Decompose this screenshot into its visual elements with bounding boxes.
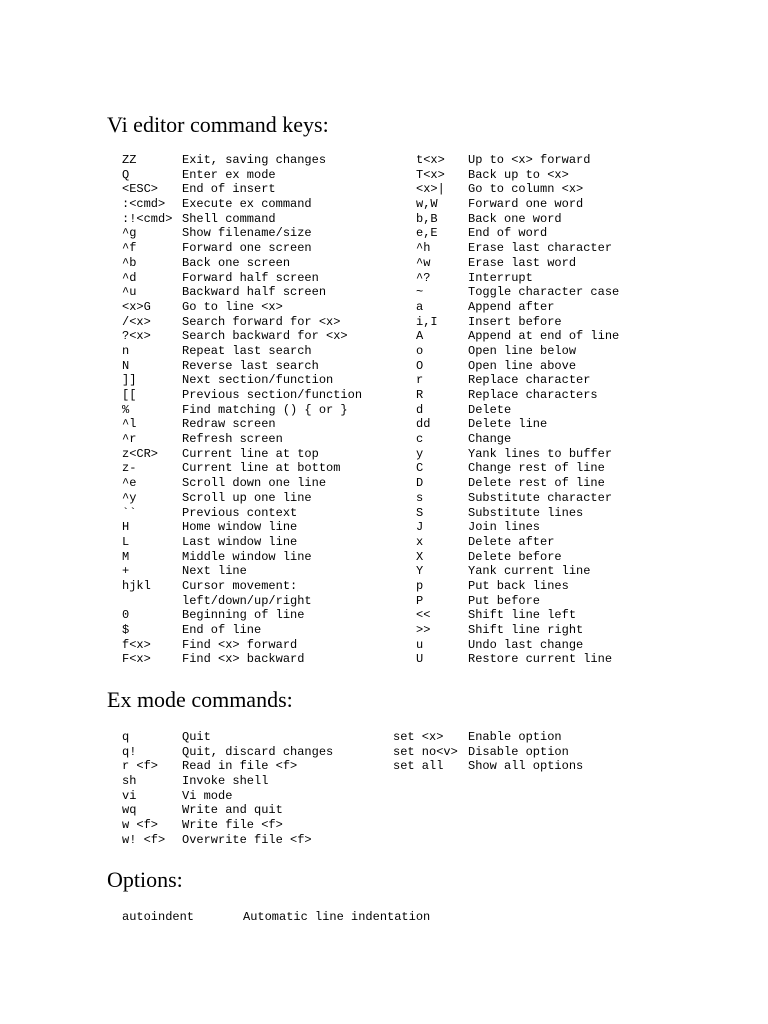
command-description: Delete xyxy=(468,402,512,417)
command-key: ZZ xyxy=(122,153,137,167)
command-description: Enter ex mode xyxy=(182,167,276,182)
command-description: Append at end of line xyxy=(468,329,620,344)
command-key: set no<v> xyxy=(393,744,458,759)
command-description: Substitute character xyxy=(468,490,613,505)
command-key: ^e xyxy=(122,476,137,491)
command-description: Previous section/function xyxy=(182,388,363,402)
command-description: Find <x> forward xyxy=(182,637,298,652)
command-description: Toggle character case xyxy=(468,285,620,300)
command-description: Write file <f> xyxy=(182,818,283,833)
command-description: Substitute lines xyxy=(468,505,584,520)
command-description: Quit xyxy=(182,730,211,744)
command-description: Previous context xyxy=(182,505,298,520)
command-description: Open line below xyxy=(468,343,577,358)
command-description: Search forward for <x> xyxy=(182,314,341,329)
command-description: Middle window line xyxy=(182,549,312,564)
command-description: Vi mode xyxy=(182,788,233,803)
section-title-vi-command-keys: Vi editor command keys: xyxy=(107,112,329,137)
command-description: Replace characters xyxy=(468,388,598,402)
command-key: p xyxy=(416,578,424,593)
command-description: left/down/up/right xyxy=(182,593,312,608)
command-key: z<CR> xyxy=(122,446,159,461)
command-key: ~ xyxy=(416,285,424,300)
command-key: 0 xyxy=(122,608,130,623)
command-key: H xyxy=(122,520,130,535)
command-description: Delete before xyxy=(468,549,562,564)
command-description: Join lines xyxy=(468,520,541,535)
command-key: sh xyxy=(122,774,137,789)
command-description: Insert before xyxy=(468,314,562,329)
command-description: Enable option xyxy=(468,730,562,744)
command-description: Find matching () { or } xyxy=(182,402,348,417)
command-description: Home window line xyxy=(182,520,298,535)
command-key: c xyxy=(416,432,424,447)
command-key: >> xyxy=(416,623,431,637)
command-key: set <x> xyxy=(393,730,444,744)
command-description: Shell command xyxy=(182,211,276,226)
command-description: Beginning of line xyxy=(182,608,305,623)
command-description: Redraw screen xyxy=(182,417,276,432)
command-key: ^h xyxy=(416,241,431,256)
command-description: Read in file <f> xyxy=(182,759,298,774)
command-description: Change rest of line xyxy=(468,461,605,476)
section-title-options: Options: xyxy=(107,867,183,892)
command-key: r <f> xyxy=(122,759,159,774)
command-key: /<x> xyxy=(122,314,151,329)
command-key: b,B xyxy=(416,211,438,226)
command-description: Execute ex command xyxy=(182,197,312,212)
command-key: `` xyxy=(122,505,137,520)
command-description: Next section/function xyxy=(182,373,334,388)
command-description: Overwrite file <f> xyxy=(182,832,312,847)
command-key: ^u xyxy=(122,285,137,300)
command-key: T<x> xyxy=(416,167,445,182)
command-key: t<x> xyxy=(416,153,445,167)
command-key: U xyxy=(416,652,424,667)
command-key: s xyxy=(416,490,424,505)
command-key: w,W xyxy=(416,197,438,212)
command-key: ^r xyxy=(122,432,137,447)
command-key: ?<x> xyxy=(122,329,151,344)
command-key: C xyxy=(416,461,424,476)
command-key: z- xyxy=(122,461,137,476)
command-description: Forward half screen xyxy=(182,270,319,285)
command-description: End of insert xyxy=(182,182,276,197)
command-key: o xyxy=(416,343,424,358)
command-description: Disable option xyxy=(468,744,569,759)
command-key: O xyxy=(416,358,424,373)
command-key: f<x> xyxy=(122,637,151,652)
command-description: Show all options xyxy=(468,759,584,774)
command-key: << xyxy=(416,608,431,623)
command-description: Scroll up one line xyxy=(182,490,312,505)
command-description: Back one screen xyxy=(182,255,291,270)
command-description: Reverse last search xyxy=(182,358,319,373)
command-key: ^l xyxy=(122,417,137,432)
command-description: Forward one word xyxy=(468,197,584,212)
command-key: vi xyxy=(122,788,137,803)
command-key: r xyxy=(416,373,424,388)
command-description: Shift line left xyxy=(468,608,577,623)
command-key: q xyxy=(122,730,130,744)
command-description: Go to column <x> xyxy=(468,182,584,197)
command-description: End of line xyxy=(182,623,262,637)
command-key: ^g xyxy=(122,226,137,241)
command-description: Interrupt xyxy=(468,270,533,285)
command-description: Open line above xyxy=(468,358,577,373)
command-key: Q xyxy=(122,167,130,182)
command-key: ^f xyxy=(122,241,137,256)
command-key: ^y xyxy=(122,490,137,505)
command-key: ^b xyxy=(122,255,137,270)
command-description: Backward half screen xyxy=(182,285,327,300)
command-description: Yank lines to buffer xyxy=(468,446,613,461)
command-key: <x>| xyxy=(416,182,445,197)
command-description: Write and quit xyxy=(182,803,283,818)
command-description: Invoke shell xyxy=(182,774,269,789)
command-key: [[ xyxy=(122,388,137,402)
command-key: ^? xyxy=(416,270,431,285)
command-description: Show filename/size xyxy=(182,226,312,241)
command-key: u xyxy=(416,637,424,652)
command-key: w <f> xyxy=(122,818,159,833)
command-key: q! xyxy=(122,744,137,759)
section-title-ex-mode-commands: Ex mode commands: xyxy=(107,687,293,712)
command-key: x xyxy=(416,534,424,549)
command-description: Erase last character xyxy=(468,241,613,256)
command-key: X xyxy=(416,549,424,564)
command-key: <x>G xyxy=(122,299,151,314)
command-description: Delete after xyxy=(468,534,555,549)
command-description: Put back lines xyxy=(468,578,569,593)
command-key: ^w xyxy=(416,255,431,270)
command-description: Change xyxy=(468,432,512,447)
command-description: Find <x> backward xyxy=(182,652,305,667)
command-description: Delete rest of line xyxy=(468,476,605,491)
command-key: L xyxy=(122,534,130,549)
command-key: :<cmd> xyxy=(122,197,166,212)
command-description: Put before xyxy=(468,593,541,608)
command-key: e,E xyxy=(416,226,438,241)
command-description: Quit, discard changes xyxy=(182,744,334,759)
command-key: D xyxy=(416,476,424,491)
command-description: Refresh screen xyxy=(182,432,283,447)
command-key: S xyxy=(416,505,424,520)
command-description: Repeat last search xyxy=(182,343,312,358)
command-key: N xyxy=(122,358,130,373)
command-description: Up to <x> forward xyxy=(468,153,591,167)
command-key: Y xyxy=(416,564,424,579)
command-description: Current line at bottom xyxy=(182,461,341,476)
command-key: n xyxy=(122,343,130,358)
command-key: :!<cmd> xyxy=(122,211,173,226)
command-key: P xyxy=(416,593,424,608)
command-key: <ESC> xyxy=(122,182,159,197)
command-description: Automatic line indentation xyxy=(243,910,431,924)
command-key: w! <f> xyxy=(122,832,166,847)
command-description: Erase last word xyxy=(468,255,577,270)
command-key: ^d xyxy=(122,270,137,285)
command-key: $ xyxy=(122,623,130,637)
command-description: Current line at top xyxy=(182,446,319,461)
command-description: Go to line <x> xyxy=(182,299,283,314)
command-description: Scroll down one line xyxy=(182,476,327,491)
command-description: Append after xyxy=(468,299,555,314)
command-description: Undo last change xyxy=(468,637,584,652)
command-key: autoindent xyxy=(122,910,195,924)
command-description: Delete line xyxy=(468,417,548,432)
command-description: Last window line xyxy=(182,534,298,549)
command-key: wq xyxy=(122,803,137,818)
command-description: Replace character xyxy=(468,373,591,388)
command-key: R xyxy=(416,388,424,402)
command-description: Back one word xyxy=(468,211,562,226)
command-description: Yank current line xyxy=(468,564,591,579)
command-description: Exit, saving changes xyxy=(182,153,327,167)
command-key: y xyxy=(416,446,424,461)
command-description: Forward one screen xyxy=(182,241,312,256)
command-key: M xyxy=(122,549,130,564)
command-key: + xyxy=(122,564,130,579)
command-key: dd xyxy=(416,417,431,432)
command-description: Shift line right xyxy=(468,623,584,637)
command-description: Search backward for <x> xyxy=(182,329,348,344)
command-description: End of word xyxy=(468,226,548,241)
command-description: Restore current line xyxy=(468,652,613,667)
command-key: i,I xyxy=(416,314,438,329)
command-description: Next line xyxy=(182,564,247,579)
command-key: J xyxy=(416,520,424,535)
command-key: ]] xyxy=(122,373,137,388)
command-key: a xyxy=(416,299,424,314)
command-key: % xyxy=(122,402,130,417)
command-description: Cursor movement: xyxy=(182,578,298,593)
command-description: Back up to <x> xyxy=(468,167,569,182)
command-key: set all xyxy=(393,759,444,774)
command-key: d xyxy=(416,402,424,417)
command-key: F<x> xyxy=(122,652,151,667)
command-key: A xyxy=(416,329,424,344)
command-key: hjkl xyxy=(122,578,151,593)
